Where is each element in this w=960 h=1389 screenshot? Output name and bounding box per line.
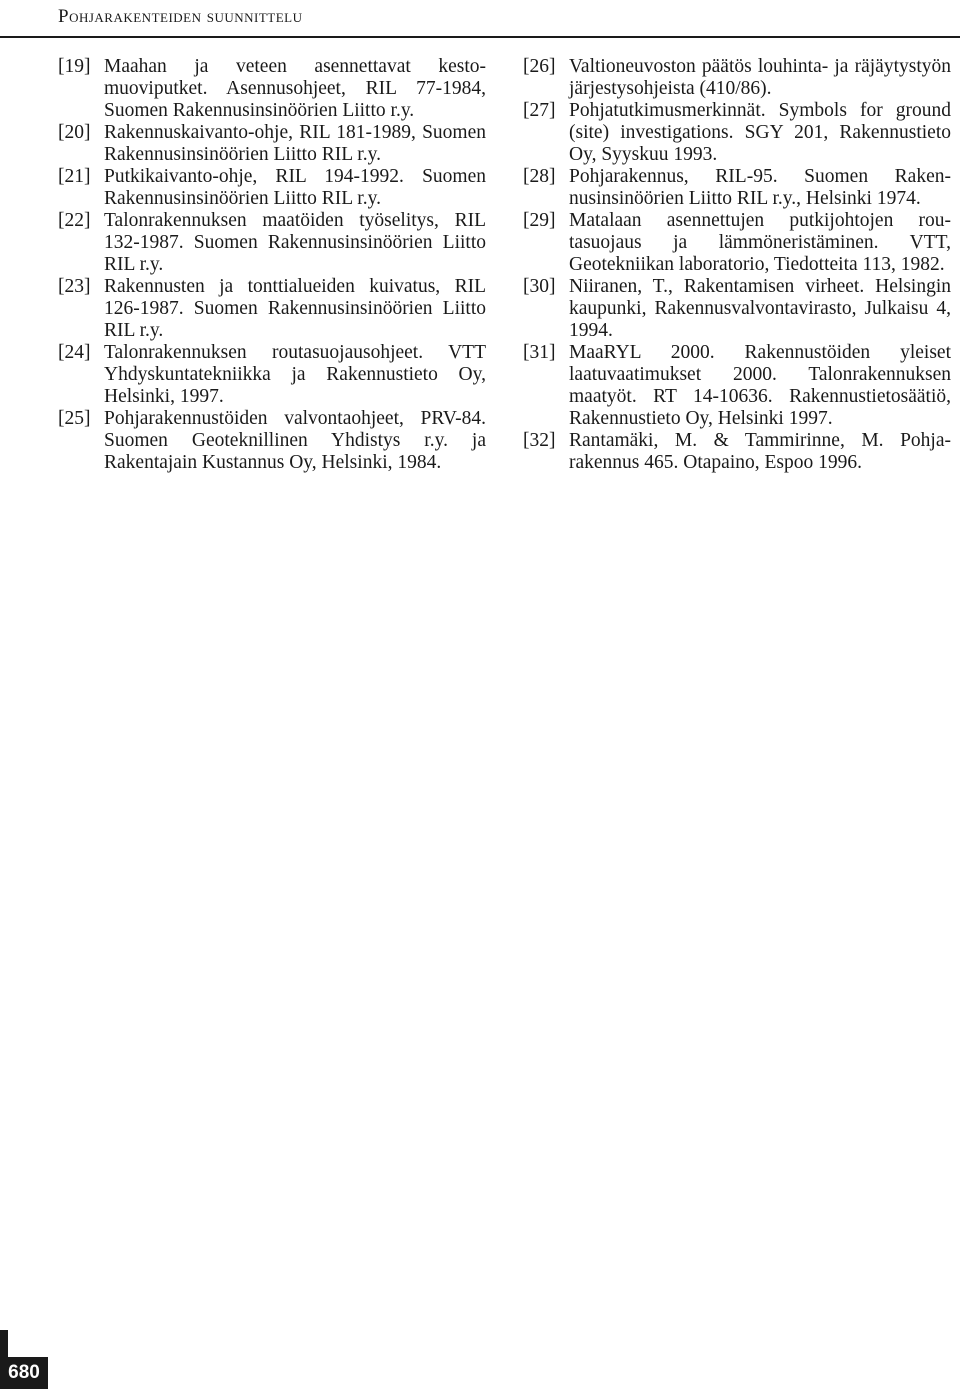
page-number: 680 bbox=[0, 1357, 48, 1389]
reference-item bbox=[523, 430, 951, 474]
reference-item bbox=[523, 100, 951, 166]
reference-number: [19] bbox=[58, 56, 91, 77]
reference-item bbox=[58, 210, 486, 276]
reference-text: Rakennusten ja tonttialueiden kuivatus, RIL 126-1987. Suomen Rakennusinsinöörien Liitto RIL r.y. bbox=[104, 276, 486, 341]
reference-item bbox=[58, 122, 486, 166]
reference-text: Pohjarakennustöiden valvontaohjeet, PRV-84. Suomen Geoteknillinen Yhdistys r.y. ja Rakentajain Kustannus Oy, Helsinki, 1984. bbox=[104, 408, 486, 473]
references-right-column bbox=[523, 56, 951, 474]
reference-item bbox=[58, 342, 486, 408]
running-header-title: Pohjarakenteiden suunnittelu bbox=[58, 6, 303, 27]
reference-item bbox=[523, 166, 951, 210]
reference-text: Rakennuskaivanto-ohje, RIL 181-1989, Suomen Rakennusinsinöörien Liitto RIL r.y. bbox=[104, 122, 486, 165]
reference-number: [30] bbox=[523, 276, 556, 297]
reference-number: [22] bbox=[58, 210, 91, 231]
reference-number: [20] bbox=[58, 122, 91, 143]
reference-item bbox=[58, 408, 486, 474]
reference-text: MaaRYL 2000. Rakennustöiden yleiset laatuvaatimukset 2000. Talonrakennuksen maatyöt. RT 14-10636. Rakennustietosäätiö, Rakennustieto Oy, Helsinki 1997. bbox=[569, 342, 951, 429]
reference-number: [25] bbox=[58, 408, 91, 429]
references-left-column bbox=[58, 56, 486, 474]
reference-number: [29] bbox=[523, 210, 556, 231]
reference-text: Pohjarakennus, RIL-95. Suomen Rakennusinsinöörien Liitto RIL r.y., Helsinki 1974. bbox=[569, 166, 951, 209]
reference-number: [28] bbox=[523, 166, 556, 187]
reference-text: Maahan ja veteen asennettavat kestomuoviputket. Asennusohjeet, RIL 77-1984, Suomen Rakennusinsinöörien Liitto r.y. bbox=[104, 56, 486, 121]
reference-number: [31] bbox=[523, 342, 556, 363]
page-edge-tab bbox=[0, 1330, 8, 1357]
reference-number: [21] bbox=[58, 166, 91, 187]
reference-item bbox=[58, 56, 486, 122]
reference-text: Matalaan asennettujen putkijohtojen routasuojaus ja lämmöneristäminen. VTT, Geotekniikan laboratorio, Tiedotteita 113, 1982. bbox=[569, 210, 951, 275]
reference-text: Talonrakennuksen maatöiden työselitys, RIL 132-1987. Suomen Rakennusinsinöörien Liitto RIL r.y. bbox=[104, 210, 486, 275]
reference-text: Putkikaivanto-ohje, RIL 194-1992. Suomen Rakennusinsinöörien Liitto RIL r.y. bbox=[104, 166, 486, 209]
reference-item bbox=[58, 166, 486, 210]
reference-item bbox=[523, 56, 951, 100]
reference-number: [27] bbox=[523, 100, 556, 121]
reference-text: Pohjatutkimusmerkinnät. Symbols for ground (site) investigations. SGY 201, Rakennustieto Oy, Syyskuu 1993. bbox=[569, 100, 951, 165]
reference-number: [32] bbox=[523, 430, 556, 451]
reference-number: [24] bbox=[58, 342, 91, 363]
reference-text: Valtioneuvoston päätös louhinta- ja räjäytystyön järjestysohjeista (410/86). bbox=[569, 56, 951, 99]
reference-number: [23] bbox=[58, 276, 91, 297]
reference-item bbox=[58, 276, 486, 342]
reference-item bbox=[523, 342, 951, 430]
reference-number: [26] bbox=[523, 56, 556, 77]
reference-text: Talonrakennuksen routasuojausohjeet. VTT Yhdyskuntatekniikka ja Rakennustieto Oy, Helsinki, 1997. bbox=[104, 342, 486, 407]
header-rule bbox=[0, 36, 960, 38]
reference-text: Rantamäki, M. & Tammirinne, M. Pohjarakennus 465. Otapaino, Espoo 1996. bbox=[569, 430, 951, 473]
reference-item bbox=[523, 210, 951, 276]
reference-text: Niiranen, T., Rakentamisen virheet. Helsingin kaupunki, Rakennusvalvontavirasto, Julkaisu 4, 1994. bbox=[569, 276, 951, 341]
reference-item bbox=[523, 276, 951, 342]
